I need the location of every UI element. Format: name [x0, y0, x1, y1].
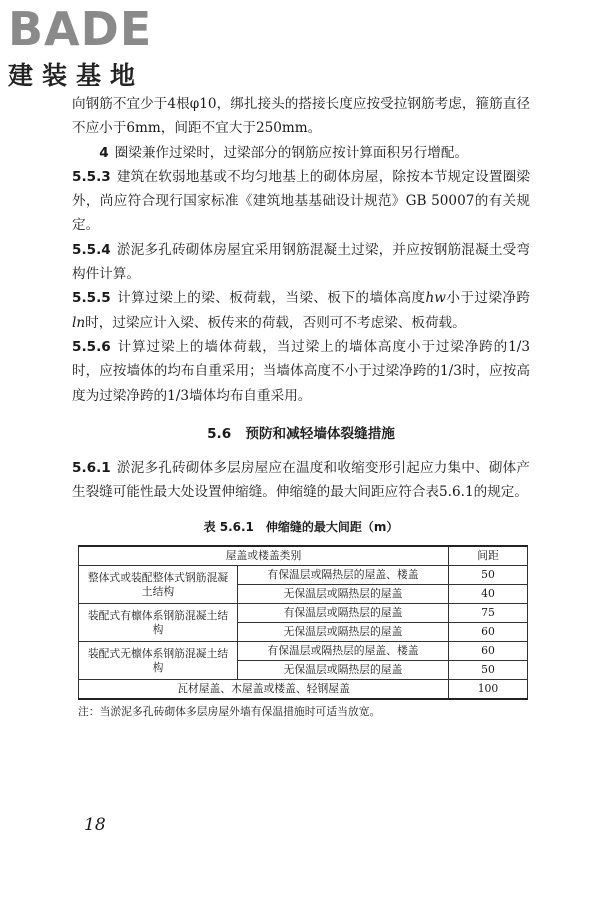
- page-number: 18: [84, 815, 106, 835]
- clause-text-a: 计算过梁上的梁、板荷载，当梁、板下的墙体高度: [116, 290, 426, 307]
- symbol-hw: hw: [425, 290, 446, 307]
- clause-5-6-1: [72, 456, 530, 505]
- section-title: 预防和减轻墙体裂缝措施: [245, 425, 395, 442]
- row-desc: 瓦材屋盖、木屋盖或楼盖、轻钢屋盖: [79, 680, 449, 700]
- row-desc: 有保温层或隔热层的屋盖、楼盖: [238, 566, 449, 585]
- expansion-joint-table: [78, 545, 528, 700]
- clause-5-5-6: [72, 335, 530, 408]
- table-note: 注：当淤泥多孔砖砌体多层房屋外墙有保温措施时可适当放宽。: [78, 705, 381, 719]
- section-number: 5.6: [207, 425, 232, 442]
- table-header-row: [79, 546, 528, 566]
- header-spacing: 间距: [449, 546, 528, 566]
- table-row: [79, 680, 528, 700]
- document-body: [72, 92, 530, 719]
- logo-subtitle: 建装基地: [8, 61, 145, 90]
- row-value: 75: [449, 604, 528, 623]
- header-type: 屋盖或楼盖类别: [79, 546, 449, 566]
- clause-5-5-3: [72, 165, 530, 238]
- clause-number: 5.6.1: [72, 460, 111, 477]
- bade-logo: [8, 4, 152, 92]
- paragraph-item-4: [72, 141, 530, 165]
- clause-5-5-5: [72, 286, 530, 335]
- item-text: 圈梁兼作过梁时，过梁部分的钢筋应按计算面积另行增配。: [114, 144, 469, 161]
- clause-5-5-4: [72, 238, 530, 287]
- table-row: [79, 642, 528, 661]
- clause-text-b: 小于过梁净跨: [445, 290, 531, 307]
- clause-number: 5.5.6: [72, 338, 111, 355]
- section-heading: [72, 422, 530, 446]
- clause-text-c: 时，过梁应计入梁、板传来的荷载，否则可不考虑梁、板荷载。: [85, 314, 466, 331]
- logo-word: BADE: [8, 2, 153, 56]
- row-desc: 有保温层或隔热层的屋盖: [238, 604, 449, 623]
- table-title: 表 5.6.1 伸缩缝的最大间距（m）: [203, 519, 399, 534]
- clause-number: 5.5.3: [72, 168, 111, 185]
- item-number: 4: [99, 144, 109, 161]
- group-name: 整体式或装配整体式钢筋混凝土结构: [79, 566, 238, 604]
- row-value: 50: [449, 566, 528, 585]
- row-value: 100: [449, 680, 528, 700]
- row-desc: 无保温层或隔热层的屋盖: [238, 623, 449, 642]
- group-name: 装配式有檩体系钢筋混凝土结构: [79, 604, 238, 642]
- clause-text: 淤泥多孔砖砌体房屋宜采用钢筋混凝土过梁，并应按钢筋混凝土受弯构件计算。: [72, 241, 530, 283]
- row-value: 60: [449, 623, 528, 642]
- row-value: 60: [449, 642, 528, 661]
- row-value: 50: [449, 661, 528, 680]
- clause-text: 淤泥多孔砖砌体多层房屋应在温度和收缩变形引起应力集中、砌体产生裂缝可能性最大处设置伸缩缝。伸缩缝的最大间距应符合表5.6.1的规定。: [72, 460, 530, 501]
- row-desc: 无保温层或隔热层的屋盖: [238, 661, 449, 680]
- clause-number: 5.5.4: [72, 241, 111, 258]
- group-name: 装配式无檩体系钢筋混凝土结构: [79, 642, 238, 680]
- symbol-ln: ln: [72, 314, 86, 331]
- table-row: [79, 604, 528, 623]
- clause-text: 建筑在软弱地基或不均匀地基上的砌体房屋，除按本节规定设置圈梁外，尚应符合现行国家标准《建筑地基基础设计规范》GB 50007的有关规定。: [72, 168, 530, 234]
- row-desc: 有保温层或隔热层的屋盖、楼盖: [238, 642, 449, 661]
- row-desc: 无保温层或隔热层的屋盖: [238, 585, 449, 604]
- table-row: [79, 566, 528, 585]
- clause-text: 计算过梁上的墙体荷载，当过梁上的墙体高度小于过梁净跨的1/3时，应按墙体的均布自重采用；当墙体高度不小于过梁净跨的1/3时，应按高度为过梁净跨的1/3墙体均布自重采用。: [72, 338, 530, 404]
- row-value: 40: [449, 585, 528, 604]
- paragraph-continued: 向钢筋不宜少于4根φ10，绑扎接头的搭接长度应按受拉钢筋考虑，箍筋直径不应小于6mm，间距不宜大于250mm。: [72, 96, 530, 137]
- clause-number: 5.5.5: [72, 290, 111, 307]
